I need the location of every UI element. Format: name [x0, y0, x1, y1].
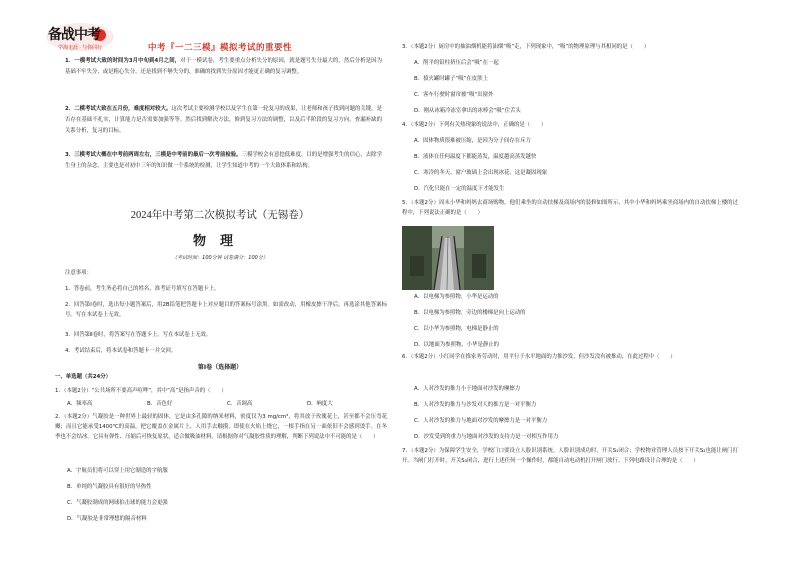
q4-option-b[interactable]: B．液体在任何温度下都能蒸发，温度越高蒸发越快 [414, 154, 537, 160]
q6-option-a[interactable]: A．人对沙发的推力小于地面对沙发的摩擦力 [414, 386, 521, 392]
logo-text: 备战中考 [48, 27, 100, 43]
q1-option-c[interactable]: C．音调高 [227, 401, 253, 407]
logo-subtitle: 学海无涯 · 与你同行 [58, 46, 103, 51]
q3-option-c[interactable]: C．客车行驶时窗帘被“吸”出窗外 [414, 92, 494, 98]
q5-stem: 5．（本题2分）周末小华和妈妈去商场购物，他们乘坐的自动扶梯及商场内的装修如图所示，其中小华和妈妈乘坐商场内的自动扶梯上楼的过程中，下列说法正确的是（ ） [402, 200, 738, 216]
intro-lead-3: 3．三模考试大概在中考前两周左右，三模是中考前的最后一次考前检验。 [65, 152, 242, 158]
note-item-2: 2．回答第Ⅰ卷时，选出每小题答案后，用2B铅笔把答题卡上对应题目的答案标号涂黑。如需改动，用橡皮擦干净后，再选涂其他答案标号。写在本试卷上无效。 [65, 302, 387, 318]
q6-option-d[interactable]: D．沙发受到的重力与地面对沙发的支持力是一对相互作用力 [414, 434, 559, 440]
notes-heading: 注意事项： [65, 270, 92, 276]
section-title: 第Ⅰ卷（选择题） [197, 364, 243, 371]
intro-body-3: 三模学校会有意挖低难度，目的是增强考生的信心，去除学生身上的杂念，主要也是对初中三年的知识做一个系统的检测，让学生知道中考的一个大致体系和结构。 [65, 152, 382, 169]
q2-option-a[interactable]: A．宇航员们将可以穿上用它制造的宇航服 [67, 468, 168, 474]
q4-option-c[interactable]: C．寒冷的冬天，窗户玻璃上会出现冰花，这是凝固现象 [414, 170, 548, 176]
intro-lead-1: 1．一模考试大致的时间为3月中旬到4月之间， [65, 58, 181, 64]
note-item-1: 1．答卷前，考生务必将自己的姓名、准考证号填写在答题卡上。 [65, 286, 220, 292]
intro-body-1: 对于一模试卷，考生要重点分析失分的原因，就是题号失分最大的，然后分析是因为基础不牢失分，或是粗心失分，还是找到不够失分的，准确的找到失分原因才能更正确的复习调整。 [65, 58, 382, 75]
exam-title: 2024年中考第二次模拟考试（无锡卷） [130, 210, 310, 221]
q5-option-b[interactable]: B．以电梯为参照物，旁边的楼梯是向上运动的 [414, 310, 526, 316]
escalator-photo [402, 226, 494, 290]
intro-body-2: 这次考试主要检测学校以及学生在第一轮复习的成果，让老师和孩子找到问题的关键，是否存在基础不扎实，计算能力是否需要加强等等。然后找到解决方法，修到复习方法的调整，以及后半阶段的复习方向，查漏补缺的关系分析，复习的目标。 [65, 106, 382, 134]
note-item-3: 3．回答第Ⅱ卷时，将答案写在答题卡上。写在本试卷上无效。 [65, 332, 212, 338]
left-column [55, 0, 385, 562]
q1-option-a[interactable]: A．频率高 [67, 401, 93, 407]
note-item-4: 4．考试结束后，将本试卷和答题卡一并交回。 [65, 348, 177, 354]
q4-option-d[interactable]: D．汽化只能在一定的温度下才能发生 [414, 186, 505, 192]
q5-option-d[interactable]: D．以地面为参照物，小华是静止的 [414, 342, 500, 348]
q6-stem: 6．（本题2分）小红同学在推家务劳动时，用平行于水平地面的力推沙发，但沙发没有被推动，在此过程中（ ） [402, 354, 676, 360]
q2-option-c[interactable]: C．气凝胶制成的网球拍击球的能力会更强 [67, 500, 168, 506]
q6-option-c[interactable]: C．人对沙发的推力与地面对沙发的摩擦力是一对平衡力 [414, 418, 548, 424]
q4-stem: 4．（本题2分）下列有关热现象的说法中，正确的是（ ） [402, 122, 547, 128]
intro-lead-2: 2．二模考试大致在五月份，难度相对较大。 [65, 106, 172, 112]
q1-stem: 1．（本题2分）“公共场所不要高声喧哗”，其中“高”是指声音的（ ） [55, 388, 227, 394]
escalator-photo-icon [402, 226, 494, 290]
q3-option-d[interactable]: D．刚从冰箱冷冻室拿出的冰棒会“吸”住舌头 [414, 108, 521, 114]
q2-stem: 2．（本题2分）气凝胶是一种世界上最轻的固体，它是由多孔隙的纳米材料，密度仅为3 mg/cm³，将其放于玫瑰花上，甚至都不会压弯花瓣；而且它能承受1400℃的高温，把它覆盖在金属片上，人用手去触摸，即使在火焰上烧它，一根手指在另一面依旧不会感到烫手。在冬季也不会结冰。它具有弹性、压缩后可恢复原状，适合做吸油材料。请根据你对气凝胶性质的理解，判断下列说法中不可能的是（ ） [55, 414, 387, 440]
banner-title: 中考『一二三模』模拟考试的重要性 [148, 43, 293, 53]
q2-option-b[interactable]: B．单纯的气凝胶具有很好的导热性 [67, 484, 152, 490]
q4-option-a[interactable]: A．固体物质很难被压缩，是因为分子间存在斥力 [414, 138, 531, 144]
q7-stem: 7．（本题2分）为保障学生安全，学校门口要设立人脸识别系统。人脸识别成功时，开关S₁闭合；学校物业管理人员按下开关S₂也能让闸门打开。当闸门打开时，开关S₃闭合，进行上述任何一个操作时，都能自动电动机打开闸门放行。下列电路设计合理的是（ ） [402, 448, 738, 464]
q3-stem: 3．（本题2分）厨房中的抽油烟机能将油烟“吸”走，下列现象中，“吸”的物理原理与其相同的是（ ） [402, 44, 650, 50]
exam-meta: （考试时间：100分钟 试卷满分：100分） [172, 255, 268, 261]
subject-title: 物理 [192, 233, 247, 248]
q5-option-c[interactable]: C．以小华为参照物，电梯是静止的 [414, 326, 499, 332]
q3-option-a[interactable]: A．削平的铅柱挤压后会“吸”在一起 [414, 60, 499, 66]
q1-option-b[interactable]: B．音色好 [147, 401, 173, 407]
q6-option-b[interactable]: B．人对沙发的推力与沙发对人的推力是一对平衡力 [414, 402, 537, 408]
q2-option-d[interactable]: D．气凝胶是非常理想的隔音材料 [67, 516, 147, 522]
q1-option-d[interactable]: D．响度大 [307, 401, 333, 407]
part-title: 一、单选题（共24分） [55, 374, 112, 380]
q5-option-a[interactable]: A．以电梯为参照物，小华是运动的 [414, 294, 499, 300]
q3-option-b[interactable]: B．拔火罐时罐子“吸”在皮肤上 [414, 76, 488, 82]
